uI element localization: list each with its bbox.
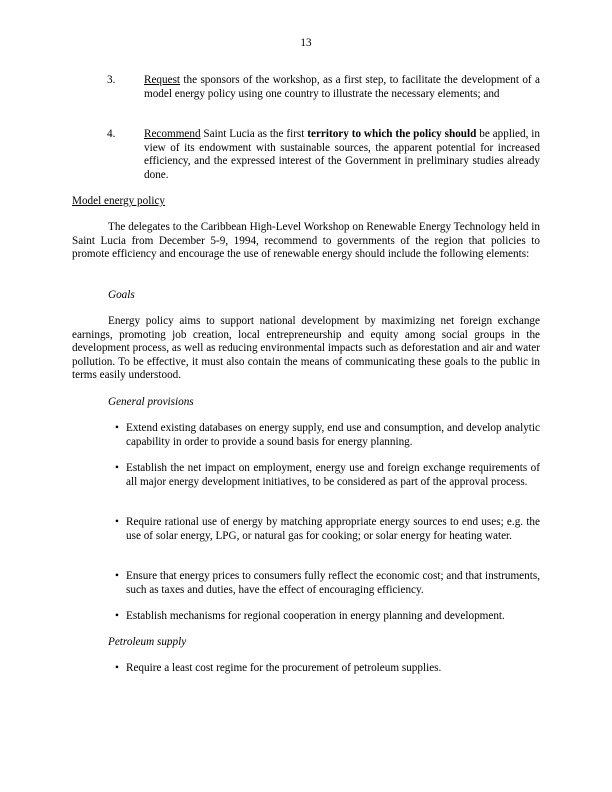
- numbered-item-4: [107, 128, 540, 182]
- petroleum-supply-heading: Petroleum supply: [108, 636, 187, 648]
- bullet-text: Ensure that energy prices to consumers fully reflect the economic cost; and that instruments, such as taxes and duties, have the effect of encouraging efficiency.: [126, 570, 540, 596]
- item-body-end: be applied, in view of its endowment with sustainable sources, the apparent potential for increased efficiency, and the expressed interest of the Government in preliminary studies already done.: [144, 128, 540, 181]
- page-number: 13: [300, 37, 312, 49]
- item-text: [144, 74, 540, 101]
- goals-heading: Goals: [108, 289, 135, 301]
- bullet-text: Establish the net impact on employment, energy use and foreign exchange requirements of all major energy development initiatives, to be considered as part of the approval process.: [126, 462, 540, 488]
- bullet-icon: •: [115, 662, 119, 674]
- provision-bullet-4: [108, 570, 540, 597]
- item-body-start: Saint Lucia as the first: [200, 128, 308, 140]
- section-heading: [72, 195, 540, 209]
- bullet-text: Establish mechanisms for regional cooperation in energy planning and development.: [126, 610, 505, 622]
- goals-paragraph: Energy policy aims to support national development by maximizing net foreign exchange earnings, promoting job creation, local entrepreneurship and equity among social groups in the development process, as well as reducing environmental impacts such as deforestation and air and water pollution. To be effective, it must also contain the means of communicating these goals to the public in terms easily understood.: [72, 315, 540, 382]
- bullet-text: Require rational use of energy by matching appropriate energy sources to end uses; e.g. the use of solar energy, LPG, or natural gas for cooking; or solar energy for heating water.: [126, 516, 540, 542]
- numbered-item-3: [107, 74, 540, 101]
- item-verb: Request: [144, 74, 181, 86]
- intro-paragraph: The delegates to the Caribbean High-Level Workshop on Renewable Energy Technology held in Saint Lucia from December 5-9, 1994, recommend to governments of the region that policies to promote efficiency and encourage the use of renewable energy should include the following elements:: [72, 221, 540, 261]
- bullet-text: Extend existing databases on energy supply, end use and consumption, and develop analytic capability in order to provide a sound basis for energy planning.: [126, 422, 540, 448]
- bullet-text: Require a least cost regime for the procurement of petroleum supplies.: [126, 662, 442, 674]
- item-number: 4.: [107, 128, 116, 140]
- item-text: [144, 128, 540, 182]
- provision-bullet-1: [108, 422, 540, 449]
- item-bold-phrase: territory to which the policy should: [307, 128, 477, 140]
- provision-bullet-2: [108, 462, 540, 489]
- bullet-icon: •: [115, 570, 119, 582]
- item-number: 3.: [107, 74, 116, 86]
- bullet-icon: •: [115, 422, 119, 434]
- section-heading-text: Model energy policy: [72, 195, 166, 207]
- bullet-icon: •: [115, 462, 119, 474]
- bullet-icon: •: [115, 516, 119, 528]
- bullet-icon: •: [115, 610, 119, 622]
- provision-bullet-5: [108, 610, 540, 624]
- general-provisions-heading: General provisions: [108, 396, 194, 408]
- provision-bullet-3: [108, 516, 540, 543]
- item-body: the sponsors of the workshop, as a first step, to facilitate the development of a model energy policy using one country to illustrate the necessary elements; and: [144, 74, 540, 100]
- petroleum-bullet-1: [108, 662, 540, 676]
- item-verb: Recommend: [144, 128, 201, 140]
